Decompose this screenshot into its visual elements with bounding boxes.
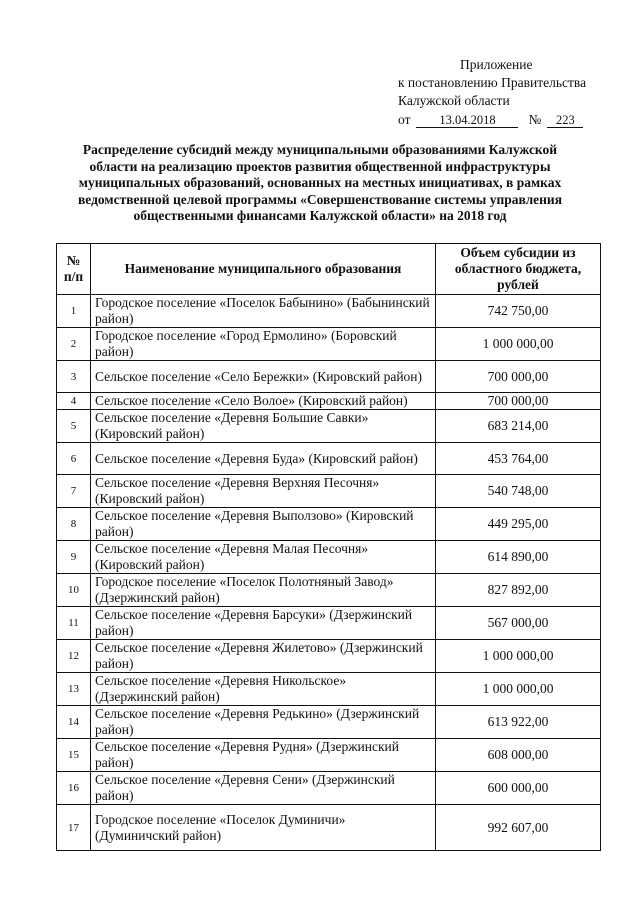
table-row <box>57 361 601 393</box>
decree-date: 13.04.2018 <box>416 113 518 128</box>
subsidy-amount: 608 000,00 <box>436 739 601 772</box>
municipality-name: Сельское поселение «Деревня Жилетово» (Дзержинский район) <box>91 640 436 673</box>
municipality-name: Городское поселение «Поселок Бабынино» (Бабынинский район) <box>91 295 436 328</box>
table-row <box>57 475 601 508</box>
municipality-name: Сельское поселение «Село Волое» (Кировский район) <box>91 393 436 410</box>
annex-date-line <box>398 111 628 129</box>
annex-decree-ref: к постановлению Правительства <box>398 75 587 90</box>
subsidy-amount: 453 764,00 <box>436 443 601 475</box>
municipality-name: Сельское поселение «Деревня Малая Песочня» (Кировский район) <box>91 541 436 574</box>
municipality-name: Сельское поселение «Деревня Буда» (Кировский район) <box>91 443 436 475</box>
row-number: 4 <box>57 393 91 410</box>
municipality-name: Сельское поселение «Деревня Сени» (Дзержинский район) <box>91 772 436 805</box>
table-row <box>57 673 601 706</box>
table-row <box>57 328 601 361</box>
table-row <box>57 443 601 475</box>
row-number: 12 <box>57 640 91 673</box>
row-number: 13 <box>57 673 91 706</box>
row-number: 17 <box>57 805 91 851</box>
subsidy-table <box>56 243 601 851</box>
row-number: 8 <box>57 508 91 541</box>
annex-region: Калужской области <box>398 93 510 108</box>
row-number: 9 <box>57 541 91 574</box>
municipality-name: Сельское поселение «Деревня Никольское» (Дзержинский район) <box>91 673 436 706</box>
row-number: 1 <box>57 295 91 328</box>
table-row <box>57 805 601 851</box>
municipality-name: Сельское поселение «Деревня Выползово» (Кировский район) <box>91 508 436 541</box>
header-amount: Объем субсидии из областного бюджета, рублей <box>436 244 601 295</box>
annex-title: Приложение <box>460 57 533 72</box>
subsidy-amount: 540 748,00 <box>436 475 601 508</box>
annex-block <box>398 56 628 129</box>
municipality-name: Городское поселение «Поселок Полотняный Завод» (Дзержинский район) <box>91 574 436 607</box>
row-number: 11 <box>57 607 91 640</box>
subsidy-amount: 600 000,00 <box>436 772 601 805</box>
row-number: 5 <box>57 410 91 443</box>
municipality-name: Сельское поселение «Село Бережки» (Кировский район) <box>91 361 436 393</box>
row-number: 3 <box>57 361 91 393</box>
municipality-name: Сельское поселение «Деревня Барсуки» (Дзержинский район) <box>91 607 436 640</box>
subsidy-amount: 567 000,00 <box>436 607 601 640</box>
document-title: Распределение субсидий между муниципальными образованиями Калужской области на реализацию проектов развития общественной инфраструктуры муниципальных образований, основанных на местных инициативах, в рамках ведомственной целевой программы «Совершенствование системы управления общественными финансами Калужской области» на 2018 год <box>77 142 563 223</box>
subsidy-amount: 742 750,00 <box>436 295 601 328</box>
table-row <box>57 393 601 410</box>
row-number: 2 <box>57 328 91 361</box>
subsidy-amount: 614 890,00 <box>436 541 601 574</box>
municipality-name: Сельское поселение «Деревня Редькино» (Дзержинский район) <box>91 706 436 739</box>
number-label: № <box>528 112 542 127</box>
row-number: 15 <box>57 739 91 772</box>
table-row <box>57 607 601 640</box>
subsidy-amount: 827 892,00 <box>436 574 601 607</box>
subsidy-amount: 683 214,00 <box>436 410 601 443</box>
subsidy-amount: 700 000,00 <box>436 393 601 410</box>
decree-number: 223 <box>547 113 583 128</box>
table-row <box>57 739 601 772</box>
subsidy-amount: 613 922,00 <box>436 706 601 739</box>
subsidy-amount: 992 607,00 <box>436 805 601 851</box>
row-number: 16 <box>57 772 91 805</box>
table-row <box>57 541 601 574</box>
municipality-name: Сельское поселение «Деревня Большие Савки» (Кировский район) <box>91 410 436 443</box>
header-num: № п/п <box>57 244 91 295</box>
row-number: 6 <box>57 443 91 475</box>
table-row <box>57 706 601 739</box>
header-name: Наименование муниципального образования <box>91 244 436 295</box>
table-body <box>57 295 601 851</box>
table-row <box>57 640 601 673</box>
date-label: от <box>398 112 411 127</box>
subsidy-amount: 449 295,00 <box>436 508 601 541</box>
table-row <box>57 295 601 328</box>
row-number: 7 <box>57 475 91 508</box>
table-header-row <box>57 244 601 295</box>
table-row <box>57 772 601 805</box>
municipality-name: Городское поселение «Поселок Думиничи» (Думиничский район) <box>91 805 436 851</box>
subsidy-amount: 700 000,00 <box>436 361 601 393</box>
row-number: 14 <box>57 706 91 739</box>
municipality-name: Сельское поселение «Деревня Верхняя Песочня» (Кировский район) <box>91 475 436 508</box>
subsidy-amount: 1 000 000,00 <box>436 673 601 706</box>
table-row <box>57 410 601 443</box>
table-row <box>57 574 601 607</box>
subsidy-amount: 1 000 000,00 <box>436 640 601 673</box>
subsidy-amount: 1 000 000,00 <box>436 328 601 361</box>
table-row <box>57 508 601 541</box>
municipality-name: Городское поселение «Город Ермолино» (Боровский район) <box>91 328 436 361</box>
row-number: 10 <box>57 574 91 607</box>
municipality-name: Сельское поселение «Деревня Рудня» (Дзержинский район) <box>91 739 436 772</box>
